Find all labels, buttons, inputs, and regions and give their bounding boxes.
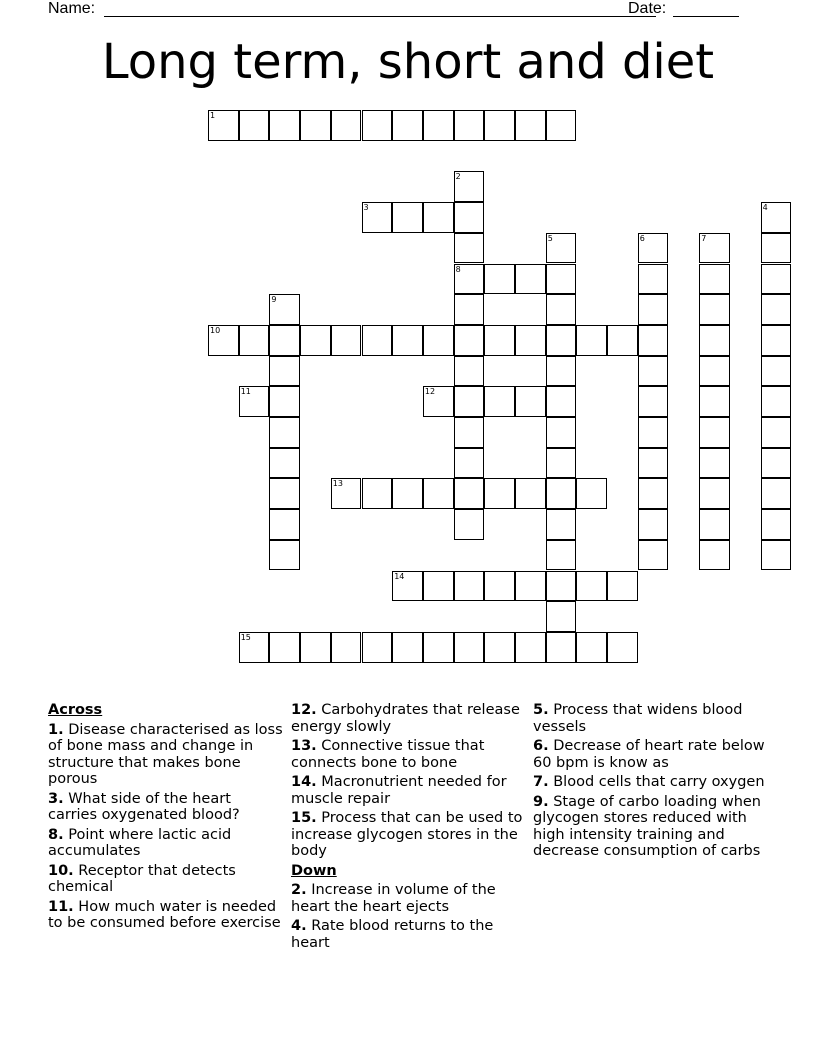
clue-across-8: 8. Point where lactic acid accumulates: [48, 826, 232, 859]
crossword-cell[interactable]: [269, 478, 300, 509]
cell-number: 3: [363, 203, 369, 213]
crossword-cell[interactable]: [638, 264, 669, 295]
crossword-cell[interactable]: [761, 386, 792, 417]
crossword-cell[interactable]: [484, 571, 515, 602]
clue-across-14: 14. Macronutrient needed for muscle repair: [291, 774, 507, 807]
crossword-cell[interactable]: [761, 540, 792, 571]
crossword-cell[interactable]: [761, 233, 792, 264]
crossword-cell[interactable]: [269, 540, 300, 571]
crossword-cell[interactable]: [239, 110, 270, 141]
cell-number: 1: [210, 111, 216, 120]
crossword-cell[interactable]: [546, 325, 577, 356]
crossword-cell[interactable]: [269, 386, 300, 417]
crossword-cell[interactable]: [362, 110, 393, 141]
crossword-cell[interactable]: [761, 202, 792, 233]
across-heading: Across: [48, 702, 103, 718]
crossword-cell[interactable]: [331, 478, 362, 509]
crossword-cell[interactable]: [423, 632, 454, 663]
crossword-cell[interactable]: [761, 478, 792, 509]
crossword-cell[interactable]: [423, 110, 454, 141]
crossword-cell[interactable]: [392, 202, 423, 233]
crossword-cell[interactable]: [638, 325, 669, 356]
cell-number: 13: [332, 479, 343, 489]
crossword-cell[interactable]: [484, 325, 515, 356]
crossword-cell[interactable]: [515, 110, 546, 141]
crossword-cell[interactable]: [699, 386, 730, 417]
crossword-cell[interactable]: [761, 417, 792, 448]
crossword-cell[interactable]: [546, 110, 577, 141]
crossword-cell[interactable]: [638, 417, 669, 448]
cell-number: 14: [394, 571, 405, 581]
crossword-cell[interactable]: [362, 325, 393, 356]
crossword-cell[interactable]: [454, 325, 485, 356]
crossword-cell[interactable]: [454, 202, 485, 233]
clue-across-12: 12. Carbohydrates that release energy slowly: [291, 702, 520, 735]
crossword-cell[interactable]: [423, 478, 454, 509]
crossword-cell[interactable]: [269, 356, 300, 387]
cell-number: 8: [455, 264, 461, 274]
crossword-cell[interactable]: [454, 509, 485, 540]
crossword-cell[interactable]: [331, 632, 362, 663]
crossword-cell[interactable]: [607, 632, 638, 663]
crossword-cell[interactable]: [423, 202, 454, 233]
crossword-cell[interactable]: [423, 325, 454, 356]
crossword-cell[interactable]: [454, 233, 485, 264]
crossword-cell[interactable]: [638, 540, 669, 571]
clue-across-15: 15. Process that can be used to increase glycogen stores in the body: [291, 810, 523, 859]
crossword-cell[interactable]: [392, 325, 423, 356]
crossword-cell[interactable]: [515, 571, 546, 602]
cell-number: 11: [240, 387, 251, 397]
crossword-cell[interactable]: [699, 509, 730, 540]
crossword-cell[interactable]: [269, 110, 300, 141]
crossword-cell[interactable]: [454, 417, 485, 448]
crossword-cell[interactable]: [392, 110, 423, 141]
clue-down-2: 2. Increase in volume of the heart the heart ejects: [291, 882, 496, 915]
crossword-cell[interactable]: [454, 171, 485, 202]
crossword-cell[interactable]: [546, 294, 577, 325]
crossword-cell[interactable]: [761, 356, 792, 387]
crossword-cell[interactable]: [638, 233, 669, 264]
crossword-cell[interactable]: [392, 571, 423, 602]
name-label: Name:: [48, 0, 96, 17]
crossword-cell[interactable]: [546, 540, 577, 571]
crossword-cell[interactable]: [546, 356, 577, 387]
crossword-cell[interactable]: [269, 417, 300, 448]
clues-column-2: [291, 702, 527, 954]
crossword-cell[interactable]: [546, 571, 577, 602]
crossword-cell[interactable]: [300, 632, 331, 663]
crossword-cell[interactable]: [239, 325, 270, 356]
cell-number: 7: [701, 233, 707, 243]
crossword-cell[interactable]: [392, 632, 423, 663]
cell-number: 15: [240, 632, 251, 642]
crossword-cell[interactable]: [699, 356, 730, 387]
cell-number: 6: [639, 233, 645, 243]
crossword-cell[interactable]: [607, 571, 638, 602]
crossword-cell[interactable]: [699, 448, 730, 479]
crossword-cell[interactable]: [239, 386, 270, 417]
crossword-cell[interactable]: [331, 325, 362, 356]
crossword-cell[interactable]: [546, 386, 577, 417]
cell-number: 5: [547, 233, 553, 243]
crossword-cell[interactable]: [638, 448, 669, 479]
crossword-cell[interactable]: [454, 294, 485, 325]
clues-column-1: [48, 702, 284, 935]
crossword-cell[interactable]: [300, 110, 331, 141]
clue-across-3: 3. What side of the heart carries oxygenated blood?: [48, 790, 240, 823]
crossword-cell[interactable]: [761, 264, 792, 295]
cell-number: 2: [455, 172, 461, 182]
page-title: Long term, short and diet: [101, 34, 715, 90]
date-label: Date:: [628, 0, 667, 17]
crossword-cell[interactable]: [515, 632, 546, 663]
clue-down-6: 6. Decrease of heart rate below 60 bpm is know as: [533, 738, 765, 771]
crossword-cell[interactable]: [576, 571, 607, 602]
crossword-cell[interactable]: [208, 110, 239, 141]
crossword-cell[interactable]: [362, 202, 393, 233]
crossword-cell[interactable]: [761, 294, 792, 325]
crossword-cell[interactable]: [484, 478, 515, 509]
cell-number: 12: [424, 387, 436, 397]
crossword-cell[interactable]: [423, 386, 454, 417]
crossword-cell[interactable]: [392, 478, 423, 509]
crossword-cell[interactable]: [699, 294, 730, 325]
crossword-cell[interactable]: [607, 325, 638, 356]
crossword-cell[interactable]: [269, 509, 300, 540]
crossword-cell[interactable]: [638, 478, 669, 509]
crossword-cell[interactable]: [699, 325, 730, 356]
cell-number: 4: [762, 203, 768, 213]
crossword-cell[interactable]: [362, 478, 393, 509]
crossword-cell[interactable]: [576, 478, 607, 509]
crossword-cell[interactable]: [454, 478, 485, 509]
crossword-cell[interactable]: [761, 509, 792, 540]
crossword-cell[interactable]: [546, 632, 577, 663]
crossword-cell[interactable]: [638, 386, 669, 417]
crossword-cell[interactable]: [269, 632, 300, 663]
crossword-cell[interactable]: [515, 325, 546, 356]
crossword-cell[interactable]: [423, 571, 454, 602]
crossword-cell[interactable]: [484, 110, 515, 141]
cell-number: 9: [271, 295, 277, 305]
crossword-cell[interactable]: [484, 386, 515, 417]
crossword-cell[interactable]: [300, 325, 331, 356]
crossword-cell[interactable]: [269, 294, 300, 325]
crossword-cell[interactable]: [576, 632, 607, 663]
crossword-cell[interactable]: [761, 325, 792, 356]
crossword-cell[interactable]: [546, 478, 577, 509]
crossword-cell[interactable]: [546, 233, 577, 264]
down-heading: Down: [291, 862, 337, 879]
clues-column-3: [533, 702, 769, 863]
crossword-cell[interactable]: [269, 448, 300, 479]
crossword-cell[interactable]: [331, 110, 362, 141]
crossword-cell[interactable]: [638, 294, 669, 325]
crossword-cell[interactable]: [239, 632, 270, 663]
crossword-cell[interactable]: [576, 325, 607, 356]
crossword-cell[interactable]: [454, 448, 485, 479]
crossword-cell[interactable]: [546, 509, 577, 540]
crossword-cell[interactable]: [515, 264, 546, 295]
crossword-cell[interactable]: [454, 356, 485, 387]
clue-across-1: 1. Disease characterised as loss of bone mass and change in structure that makes bone porous: [48, 721, 283, 787]
crossword-cell[interactable]: [546, 601, 577, 632]
clue-down-7: 7. Blood cells that carry oxygen: [533, 774, 765, 790]
crossword-cell[interactable]: [699, 417, 730, 448]
crossword-cell[interactable]: [208, 325, 239, 356]
crossword-cell[interactable]: [638, 356, 669, 387]
clue-down-9: 9. Stage of carbo loading when glycogen stores reduced with high intensity training and decrease consumption of carbs: [533, 793, 761, 859]
crossword-cell[interactable]: [454, 386, 485, 417]
crossword-cell[interactable]: [699, 264, 730, 295]
crossword-cell[interactable]: [546, 448, 577, 479]
crossword-cell[interactable]: [761, 448, 792, 479]
crossword-cell[interactable]: [515, 478, 546, 509]
clue-across-10: 10. Receptor that detects chemical: [48, 862, 236, 895]
clue-down-5: 5. Process that widens blood vessels: [533, 702, 743, 735]
crossword-cell[interactable]: [638, 509, 669, 540]
cell-number: 10: [210, 325, 221, 335]
clue-across-13: 13. Connective tissue that connects bone to bone: [291, 738, 485, 771]
crossword-cell[interactable]: [699, 478, 730, 509]
clue-across-11: 11. How much water is needed to be consumed before exercise: [48, 898, 281, 931]
crossword-cell[interactable]: [484, 632, 515, 663]
crossword-cell[interactable]: [515, 386, 546, 417]
crossword-cell[interactable]: [269, 325, 300, 356]
crossword-cell[interactable]: [699, 233, 730, 264]
crossword-cell[interactable]: [484, 264, 515, 295]
crossword-cell[interactable]: [546, 264, 577, 295]
crossword-cell[interactable]: [699, 540, 730, 571]
crossword-cell[interactable]: [546, 417, 577, 448]
crossword-cell[interactable]: [454, 571, 485, 602]
crossword-cell[interactable]: [362, 632, 393, 663]
clue-down-4: 4. Rate blood returns to the heart: [291, 918, 494, 951]
crossword-cell[interactable]: [454, 632, 485, 663]
crossword-cell[interactable]: [454, 110, 485, 141]
crossword-cell[interactable]: [454, 264, 485, 295]
